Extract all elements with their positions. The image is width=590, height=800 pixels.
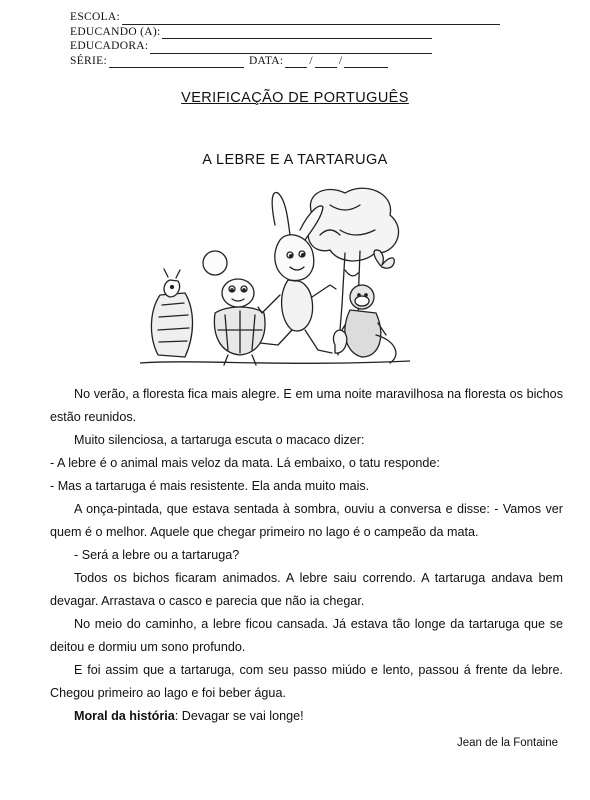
turtle-illustration bbox=[214, 279, 265, 365]
date-label: DATA: bbox=[248, 54, 284, 67]
moral-text: : Devagar se vai longe! bbox=[174, 709, 304, 723]
story-paragraph: - A lebre é o animal mais veloz da mata. Lá embaixo, o tatu responde: bbox=[50, 456, 440, 470]
teacher-line bbox=[70, 39, 530, 54]
author-credit: Jean de la Fontaine bbox=[456, 737, 558, 749]
teacher-field[interactable] bbox=[150, 43, 432, 54]
armadillo-illustration bbox=[151, 269, 192, 357]
grade-date-line bbox=[70, 54, 530, 69]
date-separator: / bbox=[309, 54, 313, 67]
school-label: ESCOLA: bbox=[70, 11, 121, 23]
grade-label: SÉRIE: bbox=[70, 54, 107, 67]
story-paragraph: - Mas a tartaruga é mais resistente. Ela anda muito mais. bbox=[50, 479, 370, 493]
story-text bbox=[50, 383, 563, 728]
story-paragraph: No meio do caminho, a lebre ficou cansada. Já estava tão longe da tartaruga que se deitou e dormiu um sono profundo. bbox=[50, 617, 563, 654]
moral-paragraph bbox=[50, 705, 563, 728]
story-title: A LEBRE E A TARTARUGA bbox=[202, 152, 388, 168]
student-label: EDUCANDO (A): bbox=[70, 25, 161, 38]
butterfly-illustration bbox=[374, 250, 394, 268]
school-line bbox=[70, 10, 530, 25]
story-paragraph: E foi assim que a tartaruga, com seu passo miúdo e lento, passou á frente da lebre. Chegou primeiro ao lago e foi beber água. bbox=[50, 663, 563, 700]
student-field[interactable] bbox=[162, 28, 432, 39]
moral-label: Moral da história bbox=[74, 709, 175, 723]
story-paragraph: Muito silenciosa, a tartaruga escuta o macaco dizer: bbox=[74, 433, 365, 447]
date-separator: / bbox=[338, 54, 343, 67]
school-field[interactable] bbox=[122, 14, 500, 25]
teacher-label: EDUCADORA: bbox=[70, 40, 149, 52]
student-line bbox=[70, 25, 530, 40]
grade-field[interactable] bbox=[109, 57, 244, 68]
story-paragraph: A onça-pintada, que estava sentada à sombra, ouviu a conversa e disse: - Vamos ver quem é o melhor. Aquele que chegar primeiro no lago é o campeão da mata. bbox=[50, 502, 563, 539]
date-day-field[interactable] bbox=[285, 57, 307, 68]
story-paragraph: Todos os bichos ficaram animados. A lebre saiu correndo. A tartaruga andava bem devagar. Arrastava o casco e parecia que não ia chegar. bbox=[50, 571, 563, 608]
page-title bbox=[0, 90, 590, 106]
story-illustration bbox=[140, 185, 410, 370]
date-field[interactable] bbox=[283, 54, 388, 69]
page-title-text: VERIFICAÇÃO DE PORTUGUÊS bbox=[181, 90, 409, 106]
student-info-form bbox=[70, 10, 530, 68]
date-month-field[interactable] bbox=[315, 57, 337, 68]
story-paragraph: No verão, a floresta fica mais alegre. E em uma noite maravilhosa na floresta os bichos estão reunidos. bbox=[50, 387, 563, 424]
story-paragraph: - Será a lebre ou a tartaruga? bbox=[74, 548, 240, 562]
ground-line bbox=[140, 361, 410, 363]
ball-illustration bbox=[203, 251, 227, 275]
date-year-field[interactable] bbox=[344, 57, 388, 68]
